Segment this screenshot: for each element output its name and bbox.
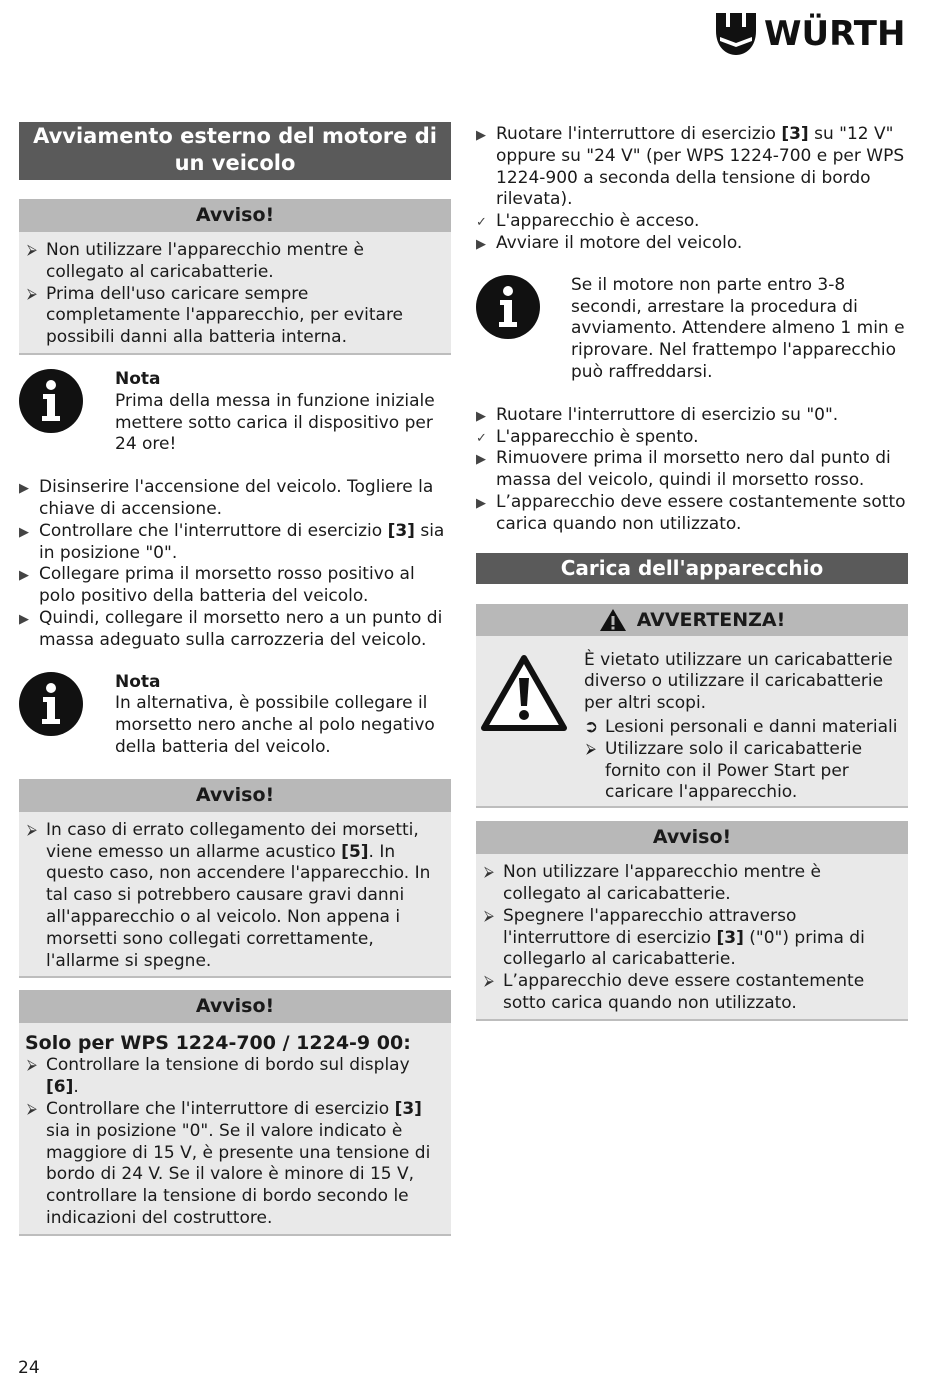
- warning-box: [476, 604, 908, 809]
- notice-heading: Avviso!: [19, 199, 451, 232]
- notice-body: [476, 854, 908, 1019]
- info-text: Se il motore non parte entro 3-8 secondi, arrestare la procedura di avviamento. Attendere almeno 1 min e riprovare. Nel frattempo l'apparecchio può raffreddarsi.: [571, 274, 905, 382]
- info-icon: [476, 275, 540, 339]
- arrow-right-icon: ➲: [584, 716, 599, 737]
- notice-box-2: [19, 779, 451, 979]
- chevron-right-icon: ⮚: [484, 864, 494, 881]
- notice-subheading: Solo per WPS 1224-700 / 1224-9 00:: [25, 1032, 411, 1055]
- section-title-charging: Carica dell'apparecchio: [476, 553, 908, 584]
- list-item: ⮚ Spegnere l'apparecchio attraverso l'interruttore di esercizio [3] ("0") prima di collegarlo al caricabatterie.: [484, 905, 865, 970]
- notice-body: [19, 812, 451, 977]
- triangle-right-icon: ▶: [476, 495, 486, 511]
- wurth-logo-icon: [716, 13, 756, 55]
- step-item: ▶ Controllare che l'interruttore di esercizio [3] sia in posizione "0".: [19, 520, 445, 563]
- note-box-2: [19, 672, 451, 759]
- triangle-right-icon: ▶: [19, 611, 29, 627]
- step-list-3: [476, 405, 908, 536]
- notice-body: [19, 1023, 451, 1233]
- triangle-right-icon: ▶: [476, 128, 486, 143]
- step-item: ▶ Rimuovere prima il morsetto nero dal punto di massa del veicolo, quindi il morsetto rosso.: [476, 448, 891, 491]
- triangle-right-icon: ▶: [19, 524, 29, 540]
- page-number: 24: [18, 1358, 40, 1378]
- notice-box-1: [19, 199, 451, 355]
- notice-list: [482, 862, 904, 1015]
- chevron-right-icon: ⮚: [484, 907, 494, 924]
- notice-box-4: [476, 821, 908, 1021]
- note-text: Prima della messa in funzione iniziale mettere sotto carica il dispositivo per 24 ore!: [115, 390, 435, 455]
- right-column: [476, 124, 908, 1021]
- step-item: ▶ Quindi, collegare il morsetto nero a un punto di massa adeguato sulla carrozzeria del veicolo.: [19, 607, 443, 650]
- triangle-right-icon: ▶: [476, 236, 486, 252]
- list-item: ⮚ Non utilizzare l'apparecchio mentre è collegato al caricabatterie.: [484, 862, 821, 904]
- warning-text: È vietato utilizzare un caricabatterie diverso o utilizzare il caricabatterie per altri scopi.: [584, 649, 893, 714]
- notice-heading: Avviso!: [19, 990, 451, 1023]
- checkmark-icon: ✓: [476, 215, 487, 231]
- list-item: ⮚ Non utilizzare l'apparecchio mentre è collegato al caricabatterie.: [27, 240, 364, 282]
- list-item: ⮚ In caso di errato collegamento dei morsetti, viene emesso un allarme acustico [5]. In questo caso, non accendere l'apparecchio. In tal caso si potrebbero causare gravi danni all'apparecchio o al veicolo. Non appena i morsetti sono collegati correttamente, l'allarme si spegne.: [27, 819, 431, 971]
- note-title: Nota: [115, 671, 161, 692]
- chevron-right-icon: ⮚: [27, 821, 37, 838]
- chevron-right-icon: ⮚: [27, 1057, 37, 1074]
- notice-list: [25, 820, 447, 973]
- brand-name: WÜRTH: [764, 14, 906, 54]
- chevron-right-icon: ⮚: [586, 740, 596, 757]
- info-icon: [19, 672, 83, 736]
- notice-list: [25, 240, 447, 349]
- result-item: ✓ L'apparecchio è acceso.: [476, 211, 908, 233]
- chevron-right-icon: ⮚: [27, 242, 37, 258]
- step-item: ▶ Ruotare l'interruttore di esercizio [3] su "12 V" oppure su "24 V" (per WPS 1224-700 e per WPS 1224-900 a seconda della tensione di bordo rilevata).: [476, 124, 905, 210]
- section-title-external-start: Avviamento esterno del motore di un veicolo: [19, 122, 451, 180]
- notice-heading: Avviso!: [19, 779, 451, 812]
- warning-content: [584, 650, 904, 805]
- step-item: ▶ Disinserire l'accensione del veicolo. Togliere la chiave di accensione.: [19, 477, 434, 519]
- list-item: ⮚ Controllare la tensione di bordo sul display [6].: [27, 1055, 410, 1098]
- step-item: ▶ Avviare il motore del veicolo.: [476, 233, 908, 255]
- note-content: [115, 672, 451, 759]
- wurth-logo: [716, 12, 905, 56]
- triangle-right-icon: ▶: [476, 408, 486, 424]
- warning-triangle-icon: [480, 654, 568, 732]
- info-icon: [19, 369, 83, 433]
- notice-box-3: [19, 990, 451, 1235]
- warning-measure: ⮚ Utilizzare solo il caricabatterie fornito con il Power Start per caricare l'apparecchio.: [586, 738, 863, 803]
- step-list-1: [19, 477, 451, 651]
- list-item: ⮚ Prima dell'uso caricare sempre completamente l'apparecchio, per evitare possibili danni alla batteria interna.: [27, 283, 404, 348]
- chevron-right-icon: ⮚: [27, 1100, 37, 1117]
- triangle-right-icon: ▶: [19, 568, 29, 584]
- note-text: In alternativa, è possibile collegare il morsetto nero anche al polo negativo della batteria del veicolo.: [115, 693, 435, 757]
- step-item: ▶ Collegare prima il morsetto rosso positivo al polo positivo della batteria del veicolo.: [19, 564, 415, 607]
- triangle-right-icon: ▶: [19, 481, 29, 497]
- step-item: ▶ Ruotare l'interruttore di esercizio su "0".: [476, 405, 908, 427]
- info-box-right: [476, 275, 908, 384]
- note-box-1: [19, 369, 451, 456]
- notice-heading: Avviso!: [476, 821, 908, 854]
- list-item: ⮚ Controllare che l'interruttore di esercizio [3] sia in posizione "0". Se il valore indicato è maggiore di 15 V, è presente una tensione di bordo di 24 V. Se il valore è minore di 15 V, controllare la tensione di bordo secondo le indicazioni del costruttore.: [27, 1098, 431, 1228]
- step-item: ▶ L’apparecchio deve essere costantemente sotto carica quando non utilizzato.: [476, 491, 906, 534]
- note-content: [115, 369, 451, 456]
- checkmark-icon: ✓: [476, 430, 487, 446]
- chevron-right-icon: ⮚: [27, 285, 37, 302]
- warning-triangle-icon: [599, 608, 627, 632]
- chevron-right-icon: ⮚: [484, 973, 494, 990]
- triangle-right-icon: ▶: [476, 452, 486, 468]
- list-item: ⮚ L’apparecchio deve essere costantemente sotto carica quando non utilizzato.: [484, 971, 865, 1013]
- warning-body: [476, 636, 908, 807]
- warning-consequence: ➲ Lesioni personali e danni materiali: [584, 716, 898, 737]
- warning-heading: AVVERTENZA!: [476, 604, 908, 636]
- notice-list: [25, 1055, 447, 1229]
- notice-body: [19, 232, 451, 353]
- left-column: [19, 122, 451, 1236]
- result-item: ✓ L'apparecchio è spento.: [476, 427, 908, 449]
- note-title: Nota: [115, 368, 161, 389]
- step-list-2: [476, 124, 908, 255]
